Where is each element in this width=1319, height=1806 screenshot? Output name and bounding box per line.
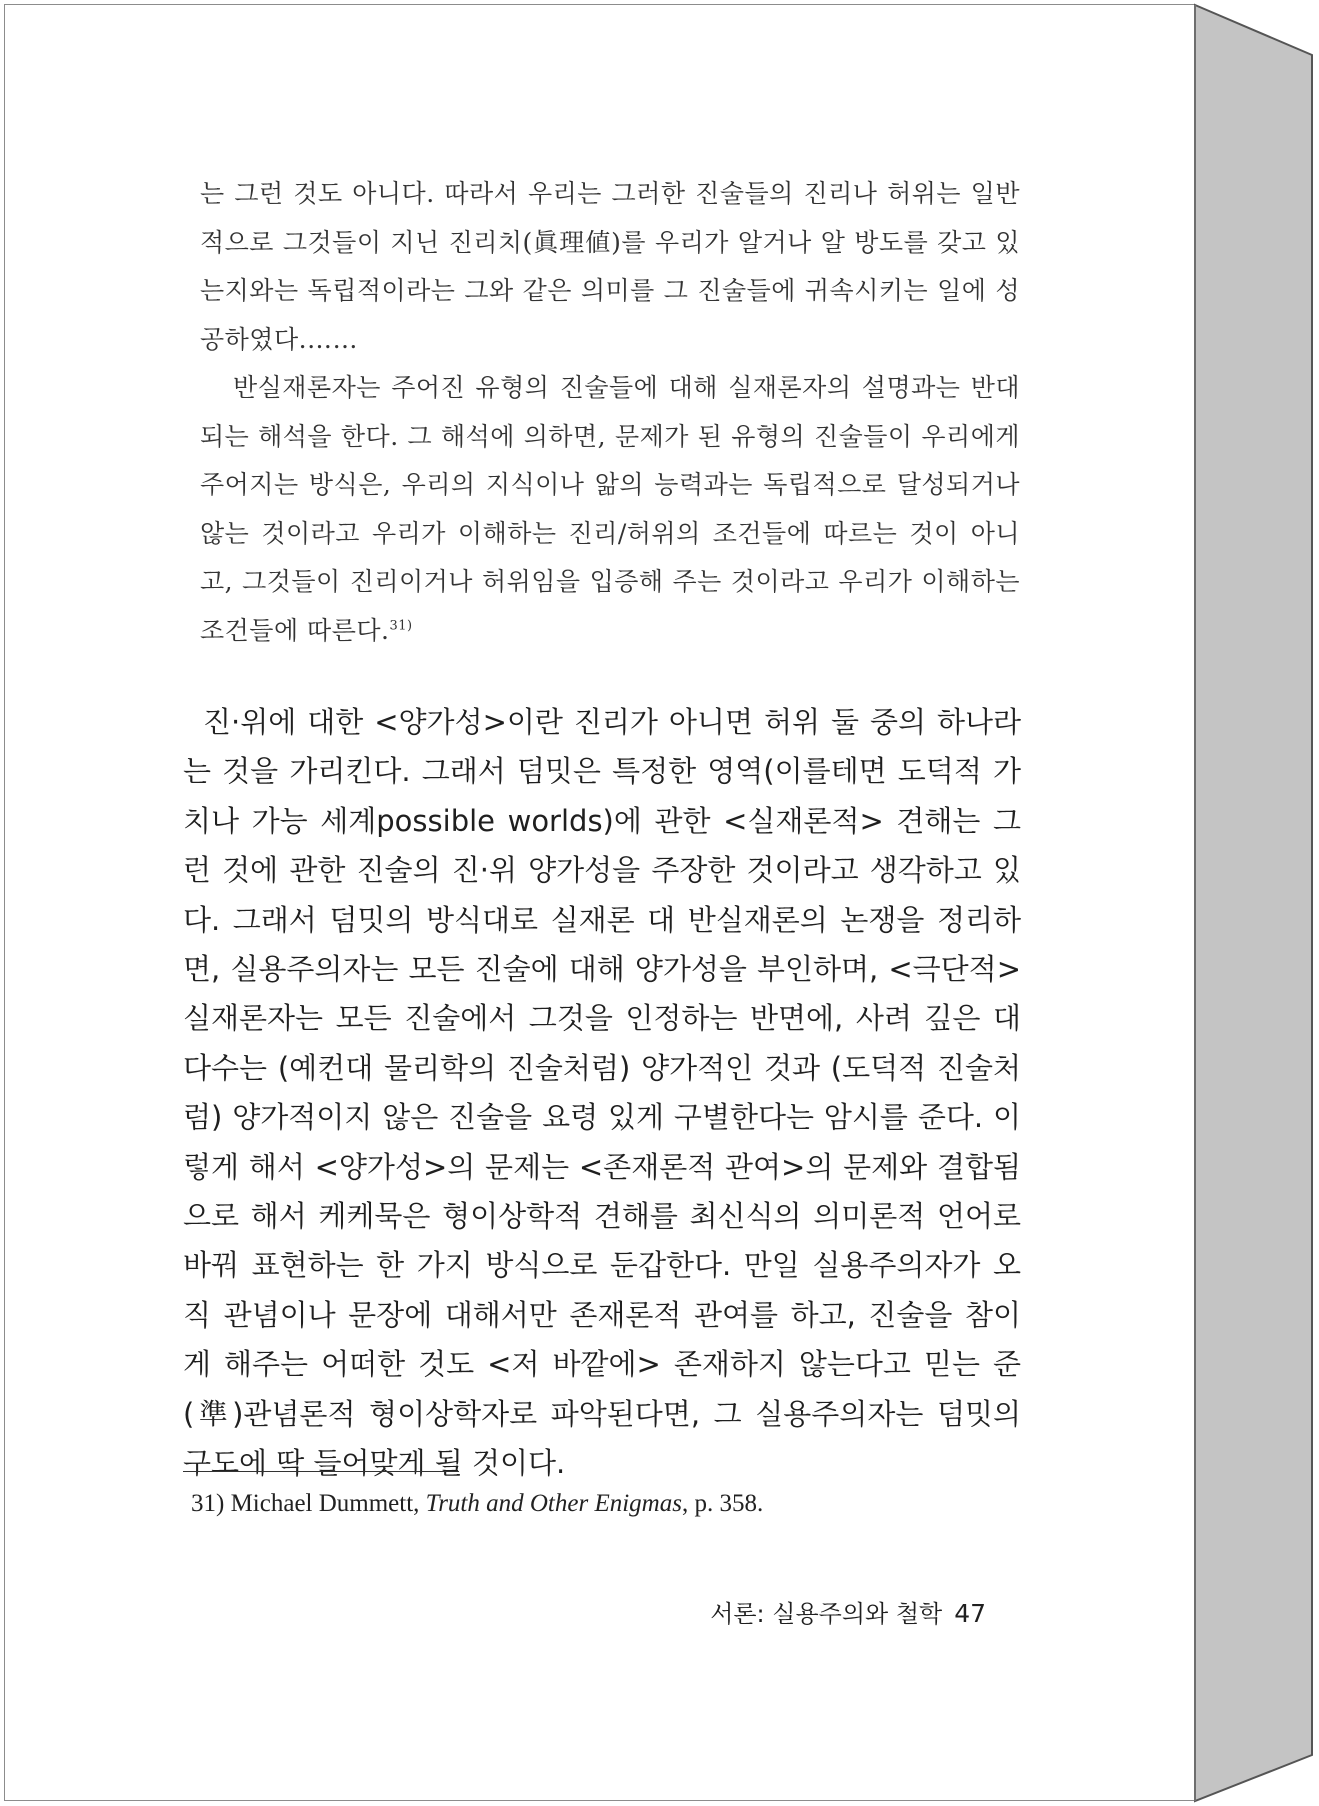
- block-quote: [200, 170, 1020, 655]
- footnote-title: Truth and Other Enigmas: [425, 1490, 682, 1517]
- footnote-page: , p. 358.: [681, 1490, 764, 1517]
- running-title: 서론: 실용주의와 철학: [710, 1600, 943, 1628]
- footnote-reference: 31): [389, 618, 413, 634]
- quote-paragraph-2: [200, 364, 1020, 655]
- page-number: 47: [954, 1599, 986, 1628]
- footnote-author: Michael Dummett,: [230, 1490, 420, 1517]
- footnote-separator: [183, 1471, 459, 1472]
- footnote: [191, 1490, 763, 1518]
- quote-paragraph-1: 는 그런 것도 아니다. 따라서 우리는 그러한 진술들의 진리나 허위는 일반적으로 그것들이 지닌 진리치(眞理値)를 우리가 알거나 알 방도를 갖고 있는지와는 독립적이라는 그와 같은 의미를 그 진술들에 귀속시키는 일에 성공하였다.……: [200, 179, 1020, 354]
- quote-paragraph-2-text: 반실재론자는 주어진 유형의 진술들에 대해 실재론자의 설명과는 반대되는 해석을 한다. 그 해석에 의하면, 문제가 된 유형의 진술들이 우리에게 주어지는 방식은, 우리의 지식이나 앎의 능력과는 독립적으로 달성되거나 않는 것이라고 우리가 이해하는 진리/허위의 조건들에 따르는 것이 아니고, 그것들이 진리이거나 허위임을 입증해 주는 것이라고 우리가 이해하는 조건들에 따른다.: [200, 373, 1020, 645]
- footnote-number: 31): [191, 1490, 225, 1517]
- running-footer: [700, 1594, 986, 1629]
- body-paragraph: 진·위에 대한 <양가성>이란 진리가 아니면 허위 둘 중의 하나라는 것을 가리킨다. 그래서 덤밋은 특정한 영역(이를테면 도덕적 가치나 가능 세계possible worlds)에 관한 <실재론적> 견해는 그런 것에 관한 진술의 진·위 양가성을 주장한 것이라고 생각하고 있다. 그래서 덤밋의 방식대로 실재론 대 반실재론의 논쟁을 정리하면, 실용주의자는 모든 진술에 대해 양가성을 부인하며, <극단적> 실재론자는 모든 진술에서 그것을 인정하는 반면에, 사려 깊은 대다수는 (예컨대 물리학의 진술처럼) 양가적인 것과 (도덕적 진술처럼) 양가적이지 않은 진술을 요령 있게 구별한다는 암시를 준다. 이렇게 해서 <양가성>의 문제는 <존재론적 관여>의 문제와 결합됨으로 해서 케케묵은 형이상학적 견해를 최신식의 의미론적 언어로 바꿔 표현하는 한 가지 방식으로 둔갑한다. 만일 실용주의자가 오직 관념이나 문장에 대해서만 존재론적 관여를 하고, 진술을 참이게 해주는 어떠한 것도 <저 바깥에> 존재하지 않는다고 믿는 준(準)관념론적 형이상학자로 파악된다면, 그 실용주의자는 덤밋의 구도에 딱 들어맞게 될 것이다.: [183, 705, 1021, 1481]
